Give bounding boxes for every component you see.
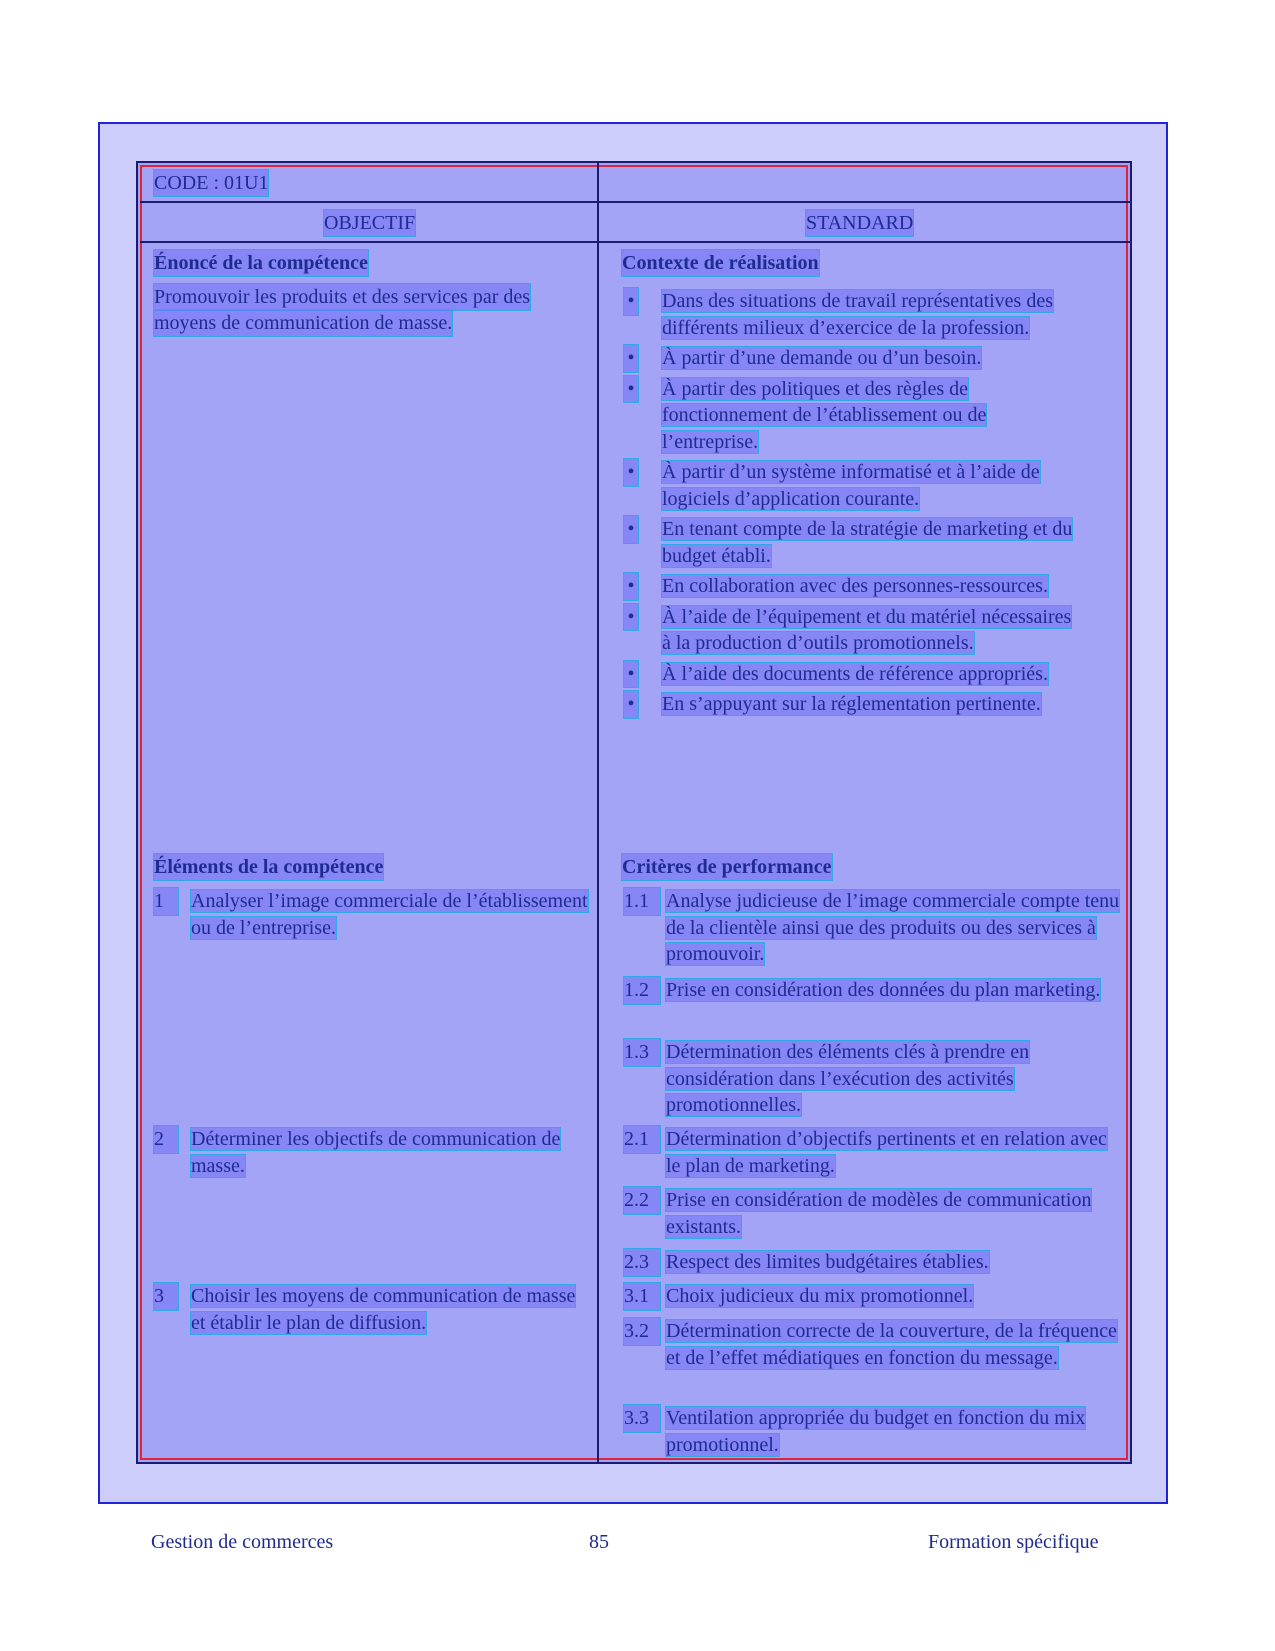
bullet-icon: • [624,288,638,315]
list-item [624,573,1074,600]
element-text: Choisir les moyens de communication de masse et établir le plan de diffusion. [191,1285,576,1334]
critere-item [624,1283,1124,1310]
element-number: 1 [154,888,178,915]
critere-text: Respect des limites budgétaires établies. [666,1251,989,1273]
list-item [624,604,1074,657]
critere-number: 2.1 [624,1126,660,1153]
code-label: CODE : 01U1 [154,172,269,194]
enonce-title: Énoncé de la compétence [154,252,368,274]
contexte-item-text: Dans des situations de travail représentatives des différents milieux d’exercice de la profession. [662,290,1053,339]
list-item [624,516,1074,569]
critere-text: Ventilation appropriée du budget en fonction du mix promotionnel. [666,1407,1086,1456]
critere-number: 1.2 [624,977,660,1004]
bullet-icon: • [624,604,638,631]
critere-number: 2.3 [624,1249,660,1276]
row-divider-code [140,201,1132,203]
critere-text: Prise en considération des données du plan marketing. [666,979,1101,1001]
enonce-line-2: moyens de communication de masse. [154,312,453,334]
critere-text: Détermination d’objectifs pertinents et en relation avec le plan de marketing. [666,1128,1107,1177]
critere-item [624,1405,1124,1458]
list-item [624,288,1074,341]
element-item [154,1126,594,1179]
critere-number: 2.2 [624,1187,660,1214]
critere-item [624,1126,1124,1179]
page-number: 85 [589,1531,609,1553]
contexte-item-text: À l’aide de l’équipement et du matériel nécessaires à la production d’outils promotionnels. [662,605,1072,654]
critere-number: 3.3 [624,1405,660,1432]
critere-text: Prise en considération de modèles de communication existants. [666,1189,1092,1238]
list-item [624,376,1074,456]
critere-item [624,1039,1124,1119]
objectif-header: OBJECTIF [324,212,416,234]
bullet-icon: • [624,691,638,718]
enonce-line-1: Promouvoir les produits et des services par des [154,286,531,308]
contexte-item-text: En s’appuyant sur la réglementation pertinente. [662,693,1041,715]
critere-text: Détermination des éléments clés à prendre en considération dans l’exécution des activités promotionnelles. [666,1041,1030,1116]
critere-number: 3.1 [624,1283,660,1310]
bullet-icon: • [624,459,638,486]
element-item [154,1283,594,1336]
element-text: Déterminer les objectifs de communication de masse. [191,1128,561,1177]
standard-header: STANDARD [806,212,914,234]
list-item [624,345,1074,372]
critere-text: Détermination correcte de la couverture, de la fréquence et de l’effet médiatiques en fonction du message. [666,1320,1117,1369]
list-item [624,661,1074,688]
contexte-item-text: En collaboration avec des personnes-ressources. [662,575,1048,597]
critere-text: Analyse judicieuse de l’image commerciale compte tenu de la clientèle ainsi que des produits ou des services à promouvoir. [666,890,1120,965]
critere-text: Choix judicieux du mix promotionnel. [666,1285,974,1307]
contexte-item-text: À l’aide des documents de référence appropriés. [662,662,1048,685]
bullet-icon: • [624,516,638,543]
critere-item [624,1249,1124,1276]
list-item [624,691,1074,718]
row-divider-header [140,241,1132,243]
critere-item [624,888,1124,968]
elements-title: Éléments de la compétence [154,856,384,878]
contexte-title: Contexte de réalisation [622,252,819,274]
contexte-item-text: À partir des politiques et des règles de fonctionnement de l’établissement ou de l’entreprise. [662,377,987,453]
list-item [624,459,1074,512]
critere-number: 3.2 [624,1318,660,1345]
critere-number: 1.3 [624,1039,660,1066]
element-number: 3 [154,1283,178,1310]
contexte-item-text: En tenant compte de la stratégie de marketing et du budget établi. [662,518,1073,567]
critere-item [624,1187,1124,1240]
element-text: Analyser l’image commerciale de l’établissement ou de l’entreprise. [191,890,588,939]
bullet-icon: • [624,376,638,403]
critere-number: 1.1 [624,888,660,915]
bullet-icon: • [624,661,638,688]
element-item [154,888,594,941]
column-divider [597,163,599,1462]
element-number: 2 [154,1126,178,1153]
contexte-item-text: À partir d’une demande ou d’un besoin. [662,347,982,369]
critere-item [624,1318,1124,1371]
footer-left: Gestion de commerces [151,1531,334,1553]
criteres-title: Critères de performance [622,856,832,878]
bullet-icon: • [624,345,638,372]
contexte-list [624,288,1074,722]
bullet-icon: • [624,573,638,600]
contexte-item-text: À partir d’un système informatisé et à l’aide de logiciels d’application courante. [662,461,1040,510]
critere-item [624,977,1124,1004]
footer-right: Formation spécifique [928,1531,1099,1553]
